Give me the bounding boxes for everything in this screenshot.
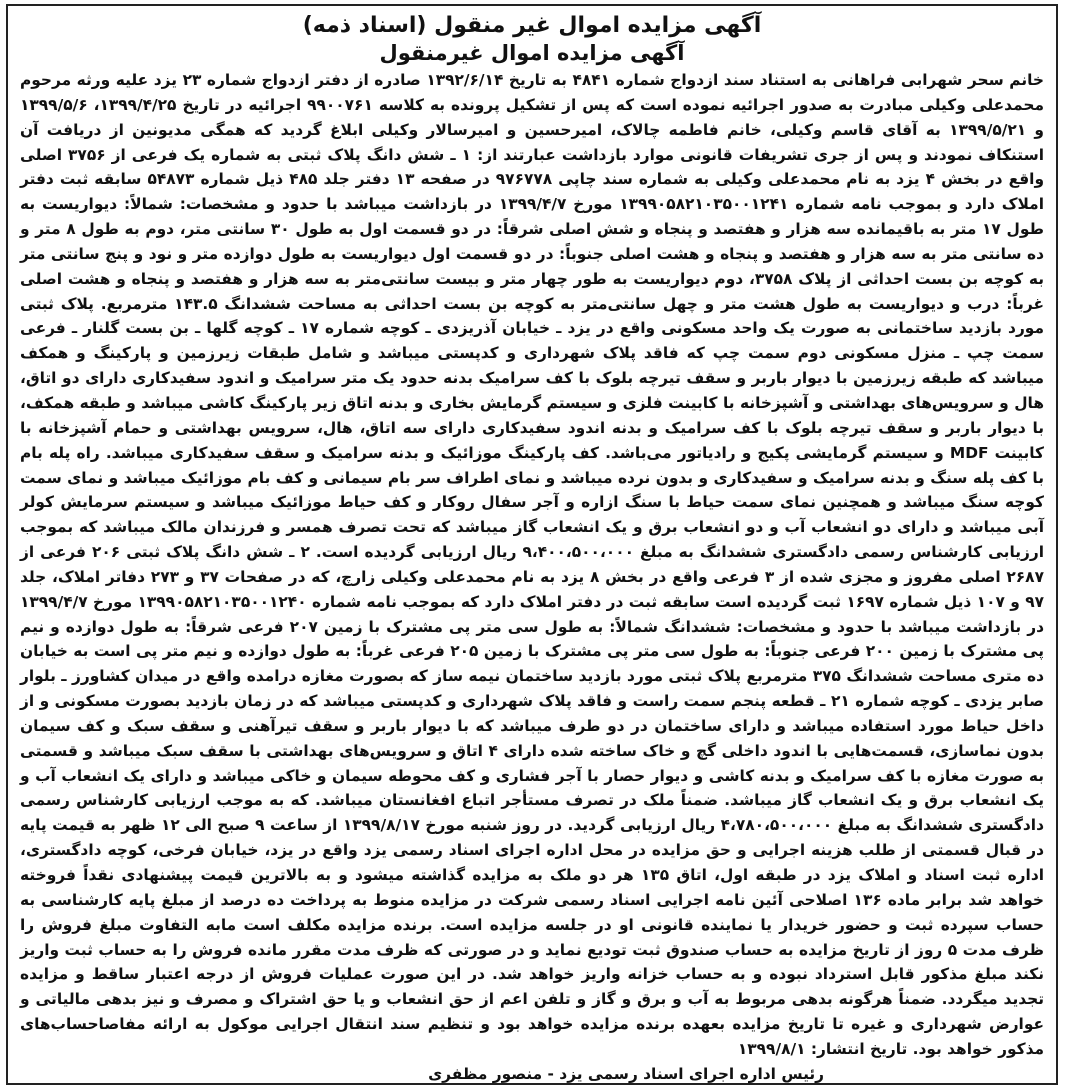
signature-line: رئیس اداره اجرای اسناد رسمی یزد - منصور مظفری <box>428 1064 824 1083</box>
notice-subtitle: آگهی مزایده اموال غیرمنقول <box>379 41 685 65</box>
notice-title: آگهی مزایده اموال غیر منقول (اسناد ذمه) <box>302 13 762 38</box>
notice-footer <box>20 1062 1044 1085</box>
notice-body: خانم سحر شهرابی فراهانی به استناد سند ازدواج شماره ۴۸۴۱ به تاریخ ۱۳۹۲/۶/۱۴ صادره از دفتر ازدواج شماره ۲۳ یزد علیه ورثه مرحوم محمدعلی وکیلی مبادرت به صدور اجرائیه نموده است که پس از تشکیل پرونده به کلاسه ۹۹۰۰۷۶۱ اجرائیه در تاریخ ۱۳۹۹/۴/۲۵، ۱۳۹۹/۵/۶ و ۱۳۹۹/۵/۲۱ به آقای قاسم وکیلی، خانم فاطمه چالاک، امیرحسین و امیرسالار وکیلی ابلاغ گردید که همگی مدیونین از دریافت آن استنکاف نمودند و پس از جری تشریفات قانونی موارد بازداشت عبارتند از: ۱ ـ شش دانگ پلاک ثبتی به شماره یک فرعی از ۳۷۵۶ اصلی واقع در بخش ۴ یزد به نام محمدعلی وکیلی به شماره سند چاپی ۹۷۶۷۷۸ در صفحه ۱۳ دفتر جلد ۴۸۵ ذیل شماره ۵۴۸۷۳ سابقه ثبت دفتر املاک دارد و بموجب نامه شماره ۱۳۹۹۰۵۸۲۱۰۳۵۰۰۱۲۴۱ مورخ ۱۳۹۹/۴/۷ در بازداشت میباشد با حدود و مشخصات: شمالاً: دیواریست به طول ۱۷ متر به باقیمانده سه هزار و هفتصد و پنجاه و شش اصلی شرقاً: در دو قسمت اول به طول ۳۰ سانتی متر، دوم به طول ۸ متر و ده سانتی متر به سه هزار و هفتصد و پنجاه و هشت اصلی جنوباً: در دو قسمت اول دیواریست به طول دوازده متر و نود و پنج سانتی متر به کوچه بن بست احداثی از پلاک ۳۷۵۸، دوم دیواریست به طور چهار متر و بیست سانتی‌متر به سه هزار و هفتصد و پنجاه و هشت اصلی غرباً: درب و دیواریست به طول هشت متر و چهل سانتی‌متر به کوچه بن بست احداثی به مساحت ششدانگ ۱۴۳.۵ مترمربع. پلاک ثبتی مورد بازدید ساختمانی به صورت یک واحد مسکونی واقع در یزد ـ خیابان آذریزدی ـ کوچه شماره ۱۷ ـ کوچه گلها ـ بن بست گلنار ـ فرعی سمت چپ ـ منزل مسکونی دوم سمت چپ که فاقد پلاک شهرداری و کدپستی میباشد و شامل طبقات زیرزمین و پارکینگ و همکف میباشد که طبقه زیرزمین با دیوار باربر و سقف تیرچه بلوک با کف سرامیک بدنه حدود یک متر سرامیک و اندود سفیدکاری دارای دو اتاق، هال و سرویس‌های بهداشتی و آشپزخانه با کابینت فلزی و سیستم گرمایش بخاری و بدنه اتاق زیر پارکینگ کاشی میباشد و طبقه همکف، با دیوار باربر و سقف تیرچه بلوک با کف سرامیک و بدنه اندود سفیدکاری دارای سه اتاق، هال، سرویس بهداشتی و حمام آشپزخانه با کابینت MDF و سیستم گرمایشی پکیج و رادیاتور می‌باشد. کف پارکینگ موزائیک و بدنه سرامیک و سقف سفیدکاری میباشد. راه پله بام با کف پله سنگ و بدنه سرامیک و سفیدکاری و بدون نرده میباشد و نمای اطراف سر بام سیمانی و کف بام موزائیک میباشد و نمای سمت کوچه سنگ میباشد و همچنین نمای سمت حیاط با سنگ ازاره و آجر سفال روکار و کف حیاط موزائیک میباشد و سیستم سرمایش کولر آبی میباشد و دارای دو انشعاب آب و دو انشعاب برق و یک انشعاب گاز میباشد که تحت تصرف همسر و فرزندان مالک میباشد که بموجب ارزیابی کارشناس رسمی دادگستری ششدانگ به مبلغ ۹،۴۰۰،۵۰۰،۰۰۰ ریال ارزیابی گردیده است. ۲ ـ شش دانگ پلاک ثبتی ۲۰۶ فرعی از ۲۶۸۷ اصلی مفروز و مجزی شده از ۳ فرعی واقع در بخش ۸ یزد به نام محمدعلی وکیلی زارچ، که در صفحات ۳۷ و ۲۷۳ دفاتر املاک، جلد ۹۷ و ۱۰۷ ذیل شماره ۱۶۹۷ ثبت گردیده است سابقه ثبت در دفتر املاک دارد که بموجب نامه شماره ۱۳۹۹۰۵۸۲۱۰۳۵۰۰۱۲۴۰ مورخ ۱۳۹۹/۴/۷ در بازداشت میباشد با حدود و مشخصات: ششدانگ شمالاً: به طول سی متر پی مشترک با زمین ۲۰۷ فرعی شرقاً: به طول دوازده و نیم پی مشترک با زمین ۲۰۰ فرعی جنوباً: به طول سی متر پی مشترک با زمین ۲۰۵ فرعی غرباً: به طول دوازده و نیم متر پی است به خیابان ده متری مساحت ششدانگ ۳۷۵ مترمربع پلاک ثبتی مورد بازدید ساختمان نیمه ساز که بصورت مغازه درامده واقع در میدان کشاورز ـ بلوار صابر یزدی ـ کوچه شماره ۲۱ ـ قطعه پنجم سمت راست و فاقد پلاک شهرداری و کدپستی میباشد که در زمان بازدید بصورت مسکونی و از داخل حیاط مورد استفاده میباشد و دارای ساختمان در دو طرف میباشد که با دیوار باربر و سقف تیرآهنی و سقف سبک و کف سیمان بدون نماسازی، قسمت‌هایی با اندود داخلی گچ و خاک ساخته شده دارای ۴ اتاق و سرویس‌های بهداشتی با سقف سبک میباشد و قسمتی به صورت مغازه با کف سرامیک و بدنه کاشی و دیوار حصار با آجر فشاری و کف محوطه سیمان و خاکی میباشد و دارای یک انشعاب آب و یک انشعاب برق و یک انشعاب گاز میباشد. ضمناً ملک در تصرف مستأجر اتباع افغانستان میباشد. که به موجب ارزیابی کارشناس رسمی دادگستری ششدانگ به مبلغ ۴،۷۸۰،۵۰۰،۰۰۰ ریال ارزیابی گردید. در روز شنبه مورخ ۱۳۹۹/۸/۱۷ از ساعت ۹ صبح الی ۱۲ ظهر به قیمت پایه در قبال قسمتی از طلب هزینه اجرایی و حق مزایده در محل اداره اجرای اسناد رسمی یزد واقع در یزد، خیابان فرخی، کوچه دادگستری، اداره ثبت اسناد و املاک یزد در طبقه اول، اتاق ۱۳۵ هر دو ملک به مزایده گذاشته میشود و به بالاترین قیمت پیشنهادی نقداً فروخته خواهد شد برابر ماده ۱۳۶ اصلاحی آئین نامه اجرایی اسناد رسمی شرکت در مزایده منوط به پرداخت ده درصد از مبلغ پایه کارشناسی به حساب سپرده ثبت و حضور خریدار یا نماینده قانونی او در جلسه مزایده است. برنده مزایده مکلف است مابه التفاوت مبلغ فروش را ظرف مدت ۵ روز از تاریخ مزایده به حساب صندوق ثبت تودیع نماید و در صورتی که ظرف مدت مقرر مانده فروش را به حساب ثبت واریز نکند مبلغ مذکور قابل استرداد نبوده و به حساب خزانه واریز خواهد شد. در این صورت عملیات فروش از درجه اعتبار ساقط و مزایده تجدید میگردد. ضمناً هرگونه بدهی مربوط به آب و برق و گاز و تلفن اعم از حق انشعاب و یا حق اشتراک و مصرف و نیز بدهی مالیاتی و عوارض شهرداری و غیره تا تاریخ مزایده بعهده برنده مزایده خواهد بود و تنظیم سند انتقال اجرایی موکول به ارائه مفاصاحساب‌های مذکور خواهد بود. تاریخ انتشار: ۱۳۹۹/۸/۱ <box>20 71 1045 1058</box>
notice-frame <box>6 4 1058 1085</box>
